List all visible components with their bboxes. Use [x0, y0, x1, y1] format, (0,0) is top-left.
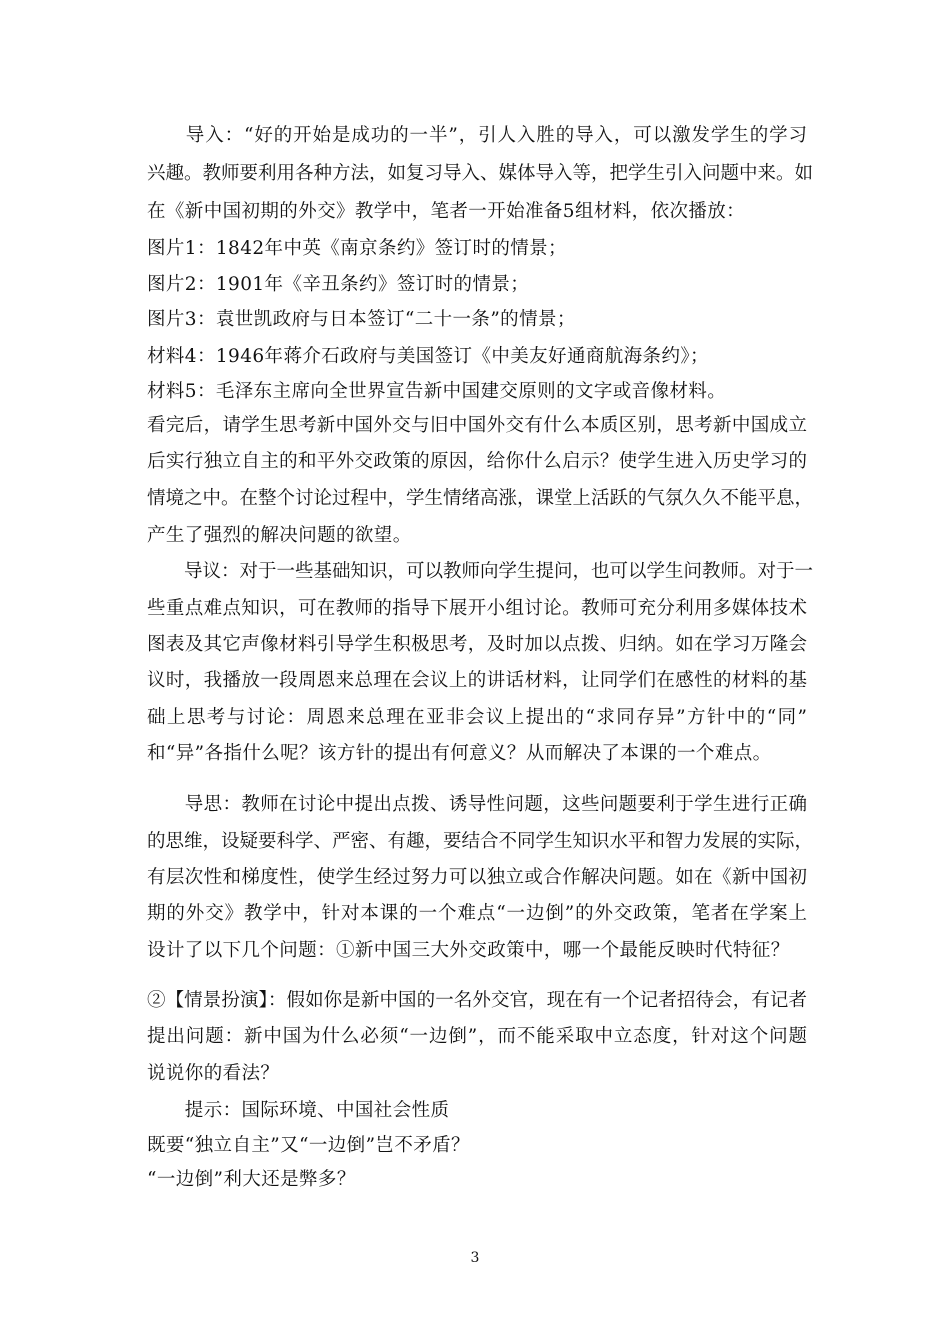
- paragraph-line: 在《新中国初期的外交》教学中，笔者一开始准备5组材料，依次播放：: [147, 201, 746, 222]
- paragraph-line: 说说你的看法？: [147, 1063, 280, 1084]
- paragraph-line: 导思：教师在讨论中提出点拨、诱导性问题，这些问题要利于学生进行正确: [147, 794, 807, 815]
- paragraph-line: 设计了以下几个问题：①新中国三大外交政策中，哪一个最能反映时代特征？: [147, 940, 790, 961]
- paragraph-line: 图片2：1901年《辛丑条约》签订时的情景；: [147, 274, 530, 295]
- paragraph-line: 产生了强烈的解决问题的欲望。: [147, 525, 412, 546]
- paragraph-line: 有层次性和梯度性，使学生经过努力可以独立或合作解决问题。如在《新中国初: [147, 867, 807, 888]
- paragraph-line: 兴趣。教师要利用各种方法，如复习导入、媒体导入等，把学生引入问题中来。如: [147, 163, 814, 184]
- paragraph-line: 图表及其它声像材料引导学生积极思考，及时加以点拨、归纳。如在学习万隆会: [147, 634, 807, 655]
- paragraph-line: 图片3：袁世凯政府与日本签订“二十一条”的情景；: [147, 309, 576, 330]
- paragraph-line: 提示：国际环境、中国社会性质: [147, 1100, 450, 1121]
- paragraph-line: ②【情景扮演】：假如你是新中国的一名外交官，现在有一个记者招待会，有记者: [147, 990, 807, 1011]
- paragraph-line: 既要“独立自主”又“一边倒”岂不矛盾？: [147, 1135, 470, 1156]
- paragraph-line: 础上思考与讨论：周恩来总理在亚非会议上提出的“求同存异”方针中的“同”: [147, 707, 807, 728]
- paragraph-line: 后实行独立自主的和平外交政策的原因，给你什么启示？使学生进入历史学习的: [147, 451, 807, 472]
- paragraph-line: 图片1：1842年中英《南京条约》签订时的情景；: [147, 238, 567, 259]
- paragraph-line: “一边倒”利大还是弊多？: [147, 1169, 356, 1190]
- paragraph-line: 导议：对于一些基础知识，可以教师向学生提问，也可以学生问教师。对于一: [147, 561, 814, 582]
- paragraph-line: 期的外交》教学中，针对本课的一个难点“一边倒”的外交政策，笔者在学案上: [147, 903, 807, 924]
- paragraph-line: 材料4：1946年蒋介石政府与美国签订《中美友好通商航海条约》；: [147, 346, 709, 367]
- paragraph-line: 材料5：毛泽东主席向全世界宣告新中国建交原则的文字或音像材料。: [147, 381, 727, 402]
- page-number: 3: [470, 1250, 480, 1266]
- paragraph-line: 的思维，设疑要科学、严密、有趣，要结合不同学生知识水平和智力发展的实际，: [147, 831, 814, 852]
- paragraph-line: 情境之中。在整个讨论过程中，学生情绪高涨，课堂上活跃的气氛久久不能平息，: [147, 488, 814, 509]
- paragraph-line: 提出问题：新中国为什么必须“一边倒”，而不能采取中立态度，针对这个问题: [147, 1026, 807, 1047]
- paragraph-line: 看完后，请学生思考新中国外交与旧中国外交有什么本质区别，思考新中国成立: [147, 415, 807, 436]
- paragraph-line: 和“异”各指什么呢？该方针的提出有何意义？从而解决了本课的一个难点。: [147, 743, 772, 764]
- paragraph-line: 些重点难点知识，可在教师的指导下展开小组讨论。教师可充分利用多媒体技术: [147, 598, 807, 619]
- paragraph-line: 导入：“好的开始是成功的一半”，引人入胜的导入，可以激发学生的学习: [147, 125, 807, 146]
- paragraph-line: 议时，我播放一段周恩来总理在会议上的讲话材料，让同学们在感性的材料的基: [147, 670, 807, 691]
